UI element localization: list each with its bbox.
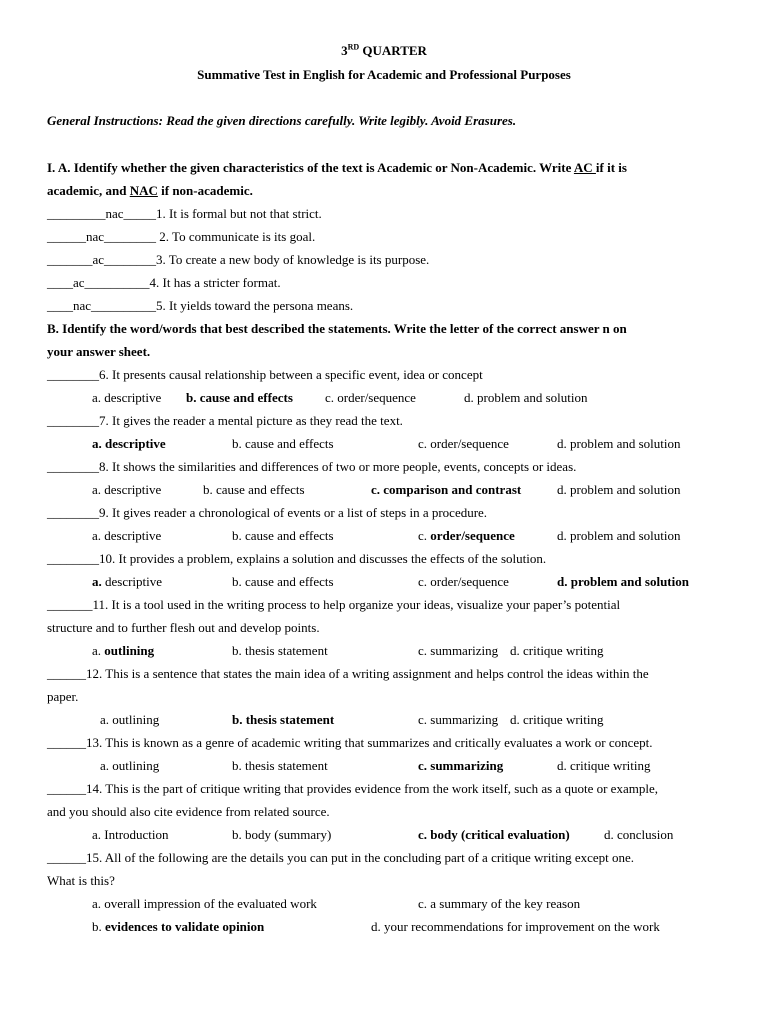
question-9-option-c: c. order/sequence	[418, 528, 515, 543]
question-8-option-a: a. descriptive	[92, 482, 162, 497]
question-10-option-a: a. descriptive	[92, 574, 163, 589]
question-15-option-c: c. a summary of the key reason	[418, 896, 581, 911]
question-11-option-a: a. outlining	[92, 643, 155, 658]
question-14-option-b: b. body (summary)	[232, 827, 332, 842]
test-subtitle: Summative Test in English for Academic and Professional Purposes	[197, 67, 571, 82]
question-8-option-b: b. cause and effects	[203, 482, 305, 497]
question-6-option-b: b. cause and effects	[186, 390, 293, 405]
question-14-stem: ______14. This is the part of critique writing that provides evidence from the work itself, such as a quote or example,	[47, 781, 658, 796]
question-12-stem: ______12. This is a sentence that states the main idea of a writing assignment and helps control the ideas within the	[47, 666, 649, 681]
question-11-stem-cont: structure and to further flesh out and develop points.	[47, 620, 320, 635]
question-10-stem: ________10. It provides a problem, explains a solution and discusses the effects of the solution.	[47, 551, 547, 566]
part-a-item-2: ______nac________ 2. To communicate is its goal.	[47, 229, 316, 244]
question-15-stem-cont: What is this?	[47, 873, 115, 888]
question-14-option-d: d. conclusion	[604, 827, 674, 842]
question-15-option-d: d. your recommendations for improvement on the work	[371, 919, 660, 934]
question-15-option-a: a. overall impression of the evaluated work	[92, 896, 317, 911]
part-b-instruction-line2: your answer sheet.	[47, 344, 151, 359]
question-8-stem: ________8. It shows the similarities and differences of two or more people, events, concepts or ideas.	[47, 459, 577, 474]
question-12-option-c: c. summarizing	[418, 712, 499, 727]
question-13-stem: ______13. This is known as a genre of academic writing that summarizes and critically evaluates a work or concept.	[47, 735, 653, 750]
question-6-option-d: d. problem and solution	[464, 390, 588, 405]
question-9-option-d: d. problem and solution	[557, 528, 681, 543]
part-a-instruction-line2: academic, and NAC if non-academic.	[47, 183, 253, 198]
question-7-option-b: b. cause and effects	[232, 436, 334, 451]
general-instructions: General Instructions: Read the given directions carefully. Write legibly. Avoid Erasures.	[47, 113, 517, 128]
question-13-option-b: b. thesis statement	[232, 758, 328, 773]
question-13-option-c: c. summarizing	[418, 758, 504, 773]
question-12-option-d: d. critique writing	[510, 712, 604, 727]
question-6-option-c: c. order/sequence	[325, 390, 416, 405]
question-8-option-d: d. problem and solution	[557, 482, 681, 497]
question-11-option-c: c. summarizing	[418, 643, 499, 658]
question-12-option-b: b. thesis statement	[232, 712, 335, 727]
question-9-stem: ________9. It gives reader a chronological of events or a list of steps in a procedure.	[47, 505, 488, 520]
question-6-stem: ________6. It presents causal relationship between a specific event, idea or concept	[47, 367, 483, 382]
question-11-option-b: b. thesis statement	[232, 643, 328, 658]
part-a-item-5: ____nac__________5. It yields toward the persona means.	[47, 298, 354, 313]
question-14-option-c: c. body (critical evaluation)	[418, 827, 570, 842]
question-7-option-d: d. problem and solution	[557, 436, 681, 451]
question-15-option-b: b. evidences to validate opinion	[92, 919, 265, 934]
question-11-stem: _______11. It is a tool used in the writing process to help organize your ideas, visualize your paper’s potential	[47, 597, 621, 612]
question-12-option-a: a. outlining	[100, 712, 160, 727]
question-13-option-a: a. outlining	[100, 758, 160, 773]
question-10-option-b: b. cause and effects	[232, 574, 334, 589]
part-a-item-1: _________nac_____1. It is formal but not that strict.	[47, 206, 322, 221]
part-a-instruction-line1: I. A. Identify whether the given characteristics of the text is Academic or Non-Academic. Write AC if it is	[47, 160, 627, 175]
question-6-option-a: a. descriptive	[92, 390, 162, 405]
part-a-item-3: _______ac________3. To create a new body of knowledge is its purpose.	[47, 252, 430, 267]
question-13-option-d: d. critique writing	[557, 758, 651, 773]
question-7-option-c: c. order/sequence	[418, 436, 509, 451]
question-7-option-a: a. descriptive	[92, 436, 166, 451]
question-9-option-b: b. cause and effects	[232, 528, 334, 543]
question-15-stem: ______15. All of the following are the details you can put in the concluding part of a critique writing except one.	[47, 850, 635, 865]
quarter-title: 3RD QUARTER	[341, 42, 427, 58]
question-12-stem-cont: paper.	[47, 689, 79, 704]
question-8-option-c: c. comparison and contrast	[371, 482, 522, 497]
part-b-instruction-line1: B. Identify the word/words that best described the statements. Write the letter of the correct answer n on	[47, 321, 627, 336]
question-10-option-d: d. problem and solution	[557, 574, 689, 589]
question-9-option-a: a. descriptive	[92, 528, 162, 543]
question-14-option-a: a. Introduction	[92, 827, 169, 842]
part-a-item-4: ____ac__________4. It has a stricter format.	[47, 275, 281, 290]
question-11-option-d: d. critique writing	[510, 643, 604, 658]
question-10-option-c: c. order/sequence	[418, 574, 509, 589]
question-7-stem: ________7. It gives the reader a mental picture as they read the text.	[47, 413, 403, 428]
question-14-stem-cont: and you should also cite evidence from related source.	[47, 804, 330, 819]
